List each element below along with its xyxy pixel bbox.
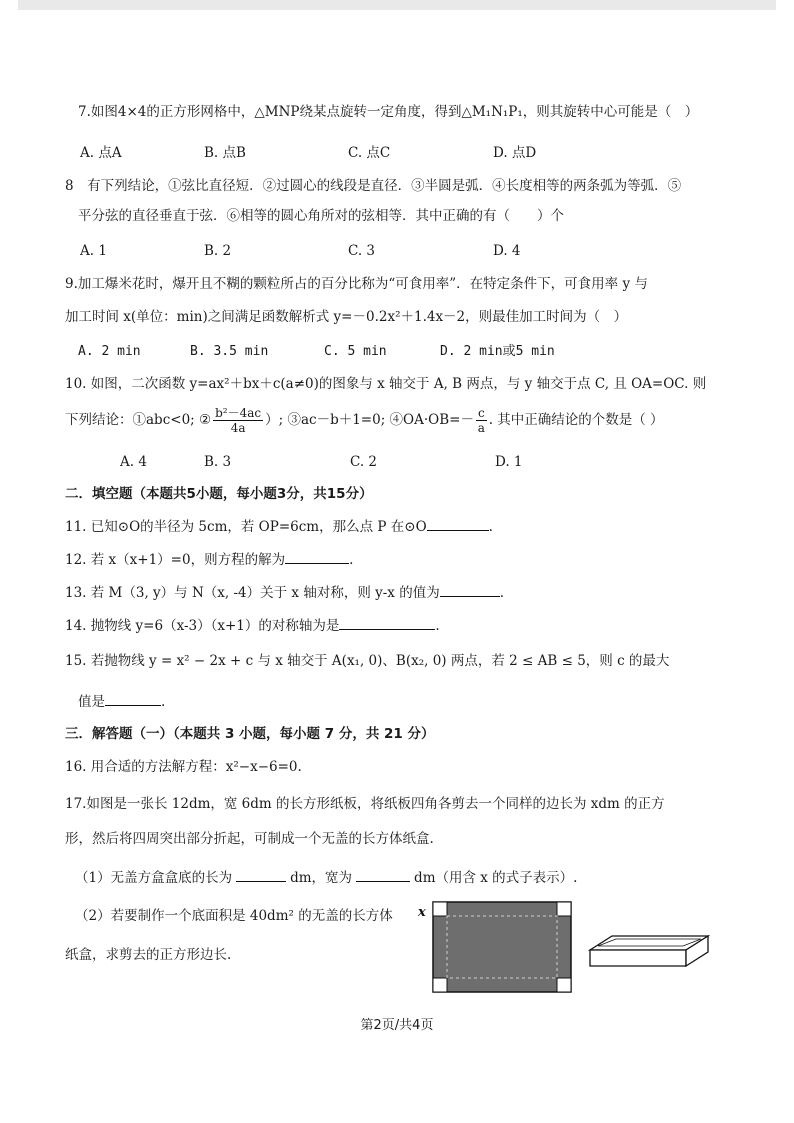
q17-part1-length-blank[interactable] xyxy=(236,869,286,882)
q10-fraction-2-denominator: a xyxy=(477,421,485,435)
q10-line1: 10. 如图，二次函数 y=ax²＋bx＋c(a≠0)的图象与 x 轴交于 A, B 两点，与 y 轴交于点 C, 且 OA=OC. 则 xyxy=(65,376,707,392)
q13-end: . xyxy=(499,585,505,601)
q8-option-d: D. 4 xyxy=(493,243,521,259)
q7-option-b: B. 点B xyxy=(204,145,246,161)
q15-end: . xyxy=(161,694,166,710)
q17-part1-text-c: dm（用含 x 的式子表示）. xyxy=(414,870,578,886)
q8-line2: 平分弦的直径垂直于弦．⑥相等的圆心角所对的弦相等．其中正确的有（ ）个 xyxy=(78,208,564,224)
q10-fraction-2 xyxy=(476,406,487,435)
q10-line2 xyxy=(65,404,664,436)
q8-option-c: C. 3 xyxy=(348,243,376,259)
q17-part1-width-blank[interactable] xyxy=(356,869,410,882)
top-scan-band xyxy=(18,0,776,10)
q9-option-b: B. 3.5 min xyxy=(190,344,269,359)
q17-part2-line1: （2）若要制作一个底面积是 40dm² 的无盖的长方体 xyxy=(75,908,393,924)
q17-part2-line2: 纸盒，求剪去的正方形边长. xyxy=(65,947,232,963)
q7-option-c: C. 点C xyxy=(348,145,391,161)
q9-option-d: D. 2 min或5 min xyxy=(440,344,555,359)
q11-answer-blank[interactable] xyxy=(427,518,489,531)
q10-fraction-1-denominator: 4a xyxy=(230,421,246,435)
box-front-face xyxy=(590,950,686,966)
q8-option-b: B. 2 xyxy=(204,243,232,259)
q14 xyxy=(65,617,440,635)
cardboard-figure xyxy=(415,898,575,998)
q8-line1: 8 有下列结论，①弦比直径短．②过圆心的线段是直径．③半圆是弧．④长度相等的两条弧为等弧．⑤ xyxy=(65,178,682,194)
q14-text: 14. 抛物线 y=6（x-3）（x+1）的对称轴为是 xyxy=(65,618,340,634)
q15-answer-blank[interactable] xyxy=(105,693,161,706)
q15-line2 xyxy=(78,693,165,711)
q9-option-a: A. 2 min xyxy=(78,344,141,359)
q9-option-c: C. 5 min xyxy=(324,344,387,359)
figure-x-label: x xyxy=(418,905,426,920)
q15-text: 值是 xyxy=(78,694,105,710)
q13 xyxy=(65,584,504,602)
q10-fraction-2-numerator: c xyxy=(477,406,485,420)
q14-end: . xyxy=(435,618,440,634)
q12 xyxy=(65,551,353,569)
q13-answer-blank[interactable] xyxy=(440,584,500,597)
q7-option-a: A. 点A xyxy=(80,145,122,161)
q17-line1: 17.如图是一张长 12dm，宽 6dm 的长方形纸板，将纸板四角各剪去一个同样的边长为 xdm 的正方 xyxy=(65,796,665,812)
q9-line2: 加工时间 x(单位：min)之间满足函数解析式 y=－0.2x²＋1.4x－2，则最佳加工时间为（ ） xyxy=(65,309,628,325)
q16: 16. 用合适的方法解方程：x²−x−6=0. xyxy=(65,759,302,775)
q17-part1-text-b: dm，宽为 xyxy=(290,870,353,886)
q17-part1-text-a: （1）无盖方盒盒底的长为 xyxy=(75,870,233,886)
q10-line2-part-b: ）; ③ac－b＋1=0; ④OA·OB=－ xyxy=(265,412,474,428)
q10-option-a: A. 4 xyxy=(120,454,147,470)
section-3-heading: 三．解答题（一）（本题共 3 小题，每小题 7 分，共 21 分） xyxy=(65,726,435,742)
cut-corner-top-left xyxy=(433,902,447,916)
q10-line2-part-c: . 其中正确结论的个数是（ ） xyxy=(488,412,664,428)
q11 xyxy=(65,518,493,536)
q8-option-a: A. 1 xyxy=(80,243,107,259)
q10-fraction-1-numerator: b²－4ac xyxy=(215,406,262,420)
q17-part1 xyxy=(75,869,577,887)
q15-line1: 15. 若抛物线 y = x² − 2x + c 与 x 轴交于 A(x₁, 0)、B(x₂, 0) 两点，若 2 ≤ AB ≤ 5，则 c 的最大 xyxy=(65,653,670,669)
cut-corner-top-right xyxy=(557,902,571,916)
q13-text: 13. 若 M（3, y）与 N（x, -4）关于 x 轴对称，则 y-x 的值为 xyxy=(65,585,440,601)
q10-fraction-1 xyxy=(213,406,263,435)
q10-option-c: C. 2 xyxy=(350,454,378,470)
q7-stem: 7.如图4×4的正方形网格中，△MNP绕某点旋转一定角度，得到△M₁N₁P₁，则其旋转中心可能是（ ） xyxy=(78,104,699,120)
q11-end: . xyxy=(488,519,493,535)
q7-option-d: D. 点D xyxy=(493,145,537,161)
cut-corner-bottom-right xyxy=(557,978,571,992)
q17-line2: 形，然后将四周突出部分折起，可制成一个无盖的长方体纸盒. xyxy=(65,831,434,847)
q9-line1: 9.加工爆米花时，爆开且不糊的颗粒所占的百分比称为“可食用率”．在特定条件下，可食用率 y 与 xyxy=(65,276,648,292)
q14-answer-blank[interactable] xyxy=(339,617,435,630)
page-footer: 第2页/共4页 xyxy=(360,1018,434,1033)
q12-answer-blank[interactable] xyxy=(285,551,349,564)
q11-text: 11. 已知⊙O的半径为 5cm，若 OP=6cm，那么点 P 在⊙O xyxy=(65,519,427,535)
q12-text: 12. 若 x（x+1）=0，则方程的解为 xyxy=(65,552,286,568)
q10-option-d: D. 1 xyxy=(495,454,523,470)
q12-end: . xyxy=(349,552,354,568)
q10-option-b: B. 3 xyxy=(204,454,232,470)
section-2-heading: 二．填空题（本题共5小题，每小题3分，共15分） xyxy=(65,486,373,502)
open-box-figure xyxy=(588,932,714,972)
q10-line2-part-a: 下列结论：①abc<0; ② xyxy=(65,412,212,428)
cut-corner-bottom-left xyxy=(433,978,447,992)
